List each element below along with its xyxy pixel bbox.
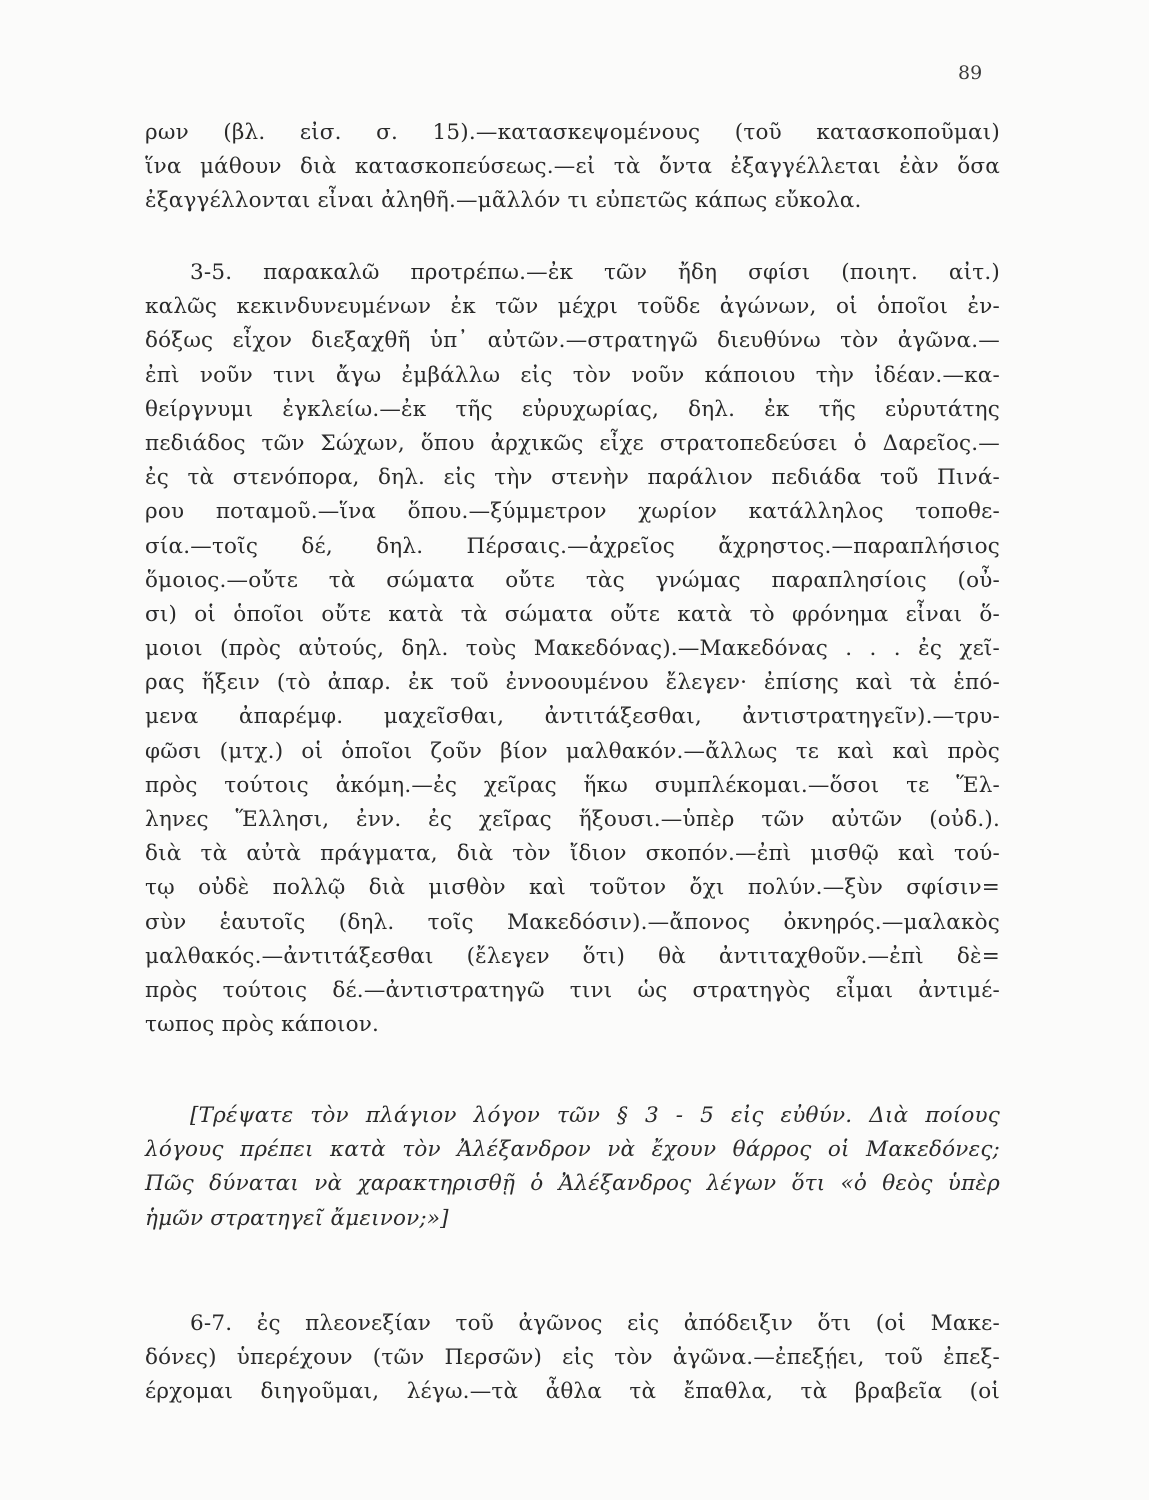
- text-line: ρας ἥξειν (τὸ ἀπαρ. ἐκ τοῦ ἐννοουμένου ἔλεγεν· ἐπίσης καὶ τὰ ἑπό-: [145, 670, 1000, 696]
- text-line: μοιοι (πρὸς αὐτούς, δηλ. τοὺς Μακεδόνας).—Μακεδόνας . . . ἐς χεῖ-: [145, 636, 1000, 662]
- text-line: πεδιάδος τῶν Σώχων, ὅπου ἀρχικῶς εἶχε στρατοπεδεύσει ὁ Δαρεῖος.—: [145, 430, 1000, 456]
- text-line: τωπος πρὸς κάποιον.: [145, 1012, 380, 1038]
- text-line: πρὸς τούτοις ἀκόμη.—ἐς χεῖρας ἥκω συμπλέκομαι.—ὅσοι τε Ἕλ-: [145, 772, 1000, 798]
- page-number: 89: [958, 62, 983, 84]
- text-line: ἵνα μάθουν διὰ κατασκοπεύσεως.—εἰ τὰ ὄντα ἐξαγγέλλεται ἐὰν ὅσα: [145, 154, 1000, 180]
- text-line: τῳ οὐδὲ πολλῷ διὰ μισθὸν καὶ τοῦτον ὄχι πολύν.—ξὺν σφίσιν=: [145, 875, 1000, 901]
- text-line: σὺν ἑαυτοῖς (δηλ. τοῖς Μακεδόσιν).—ἄπονος ὀκνηρός.—μαλακὸς: [145, 909, 1000, 935]
- text-line: σι) οἱ ὁποῖοι οὔτε κατὰ τὰ σώματα οὔτε κατὰ τὸ φρόνημα εἶναι ὅ-: [145, 601, 1000, 627]
- text-line: λόγους πρέπει κατὰ τὸν Ἀλέξανδρον νὰ ἔχουν θάρρος οἱ Μακεδόνες;: [145, 1137, 1000, 1163]
- text-line: δόξως εἶχον διεξαχθῆ ὑπ᾽ αὐτῶν.—στρατηγῶ διευθύνω τὸν ἀγῶνα.—: [145, 328, 1000, 354]
- text-line: ρων (βλ. εἰσ. σ. 15).—κατασκεψομένους (τοῦ κατασκοποῦμαι): [145, 120, 1000, 145]
- text-line: 3-5. παρακαλῶ προτρέπω.—ἐκ τῶν ἤδη σφίσι (ποιητ. αἰτ.): [190, 260, 1000, 285]
- text-line: ἡμῶν στρατηγεῖ ἄμεινον;»]: [145, 1205, 449, 1231]
- text-line: ἐξαγγέλλονται εἶναι ἀληθῆ.—μᾶλλόν τι εὐπετῶς κάπως εὔκολα.: [145, 188, 862, 214]
- text-line: ρου ποταμοῦ.—ἵνα ὅπου.—ξύμμετρον χωρίον κατάλληλος τοποθε-: [145, 499, 1000, 525]
- text-line: δόνες) ὑπερέχουν (τῶν Περσῶν) εἰς τὸν ἀγῶνα.—ἐπεξῄει, τοῦ ἐπεξ-: [145, 1345, 1000, 1371]
- text-line: μενα ἀπαρέμφ. μαχεῖσθαι, ἀντιτάξεσθαι, ἀντιστρατηγεῖν).—τρυ-: [145, 704, 1000, 730]
- commentary-paragraph-1: [145, 116, 1000, 219]
- commentary-paragraph-6-7: [145, 1307, 1000, 1410]
- text-line: [Τρέψατε τὸν πλάγιον λόγον τῶν § 3 - 5 εἰς εὐθύν. Διὰ ποίους: [190, 1103, 1000, 1128]
- text-line: έρχομαι διηγοῦμαι, λέγω.—τὰ ἆθλα τὰ ἔπαθλα, τὰ βραβεῖα (οἱ: [145, 1379, 1000, 1405]
- text-line: καλῶς κεκινδυνευμένων ἐκ τῶν μέχρι τοῦδε ἀγώνων, οἱ ὁποῖοι ἐν-: [145, 294, 1000, 320]
- text-line: ληνες Ἕλλησι, ἐνν. ἐς χεῖρας ἥξουσι.—ὑπὲρ τῶν αὐτῶν (οὐδ.).: [145, 807, 1000, 832]
- text-line: ἐπὶ νοῦν τινι ἄγω ἐμβάλλω εἰς τὸν νοῦν κάποιου τὴν ἰδέαν.—κα-: [145, 362, 1000, 388]
- text-line: ἐς τὰ στενόπορα, δηλ. εἰς τὴν στενὴν παράλιον πεδιάδα τοῦ Πινά-: [145, 465, 1000, 491]
- text-line: πρὸς τούτοις δέ.—ἀντιστρατηγῶ τινι ὡς στρατηγὸς εἶμαι ἀντιμέ-: [145, 977, 1000, 1003]
- text-line: μαλθακός.—ἀντιτάξεσθαι (ἔλεγεν ὅτι) θὰ ἀντιταχθοῦν.—ἐπὶ δὲ=: [145, 943, 1000, 969]
- text-line: Πῶς δύναται νὰ χαρακτηρισθῇ ὁ Ἀλέξανδρος λέγων ὅτι «ὁ θεὸς ὑπὲρ: [145, 1171, 1000, 1197]
- text-line: ὅμοιος.—οὔτε τὰ σώματα οὔτε τὰς γνώμας παραπλησίοις (οὖ-: [145, 567, 1000, 593]
- exercise-paragraph: [145, 1099, 1000, 1236]
- text-line: διὰ τὰ αὐτὰ πράγματα, διὰ τὸν ἴδιον σκοπόν.—ἐπὶ μισθῷ καὶ τού-: [145, 841, 1000, 867]
- text-line: θείργνυμι ἐγκλείω.—ἐκ τῆς εὐρυχωρίας, δηλ. ἐκ τῆς εὐρυτάτης: [145, 396, 1000, 422]
- text-line: φῶσι (μτχ.) οἱ ὁποῖοι ζοῦν βίον μαλθακόν.—ἄλλως τε καὶ καὶ πρὸς: [145, 738, 1000, 764]
- text-line: 6-7. ἐς πλεονεξίαν τοῦ ἀγῶνος εἰς ἀπόδειξιν ὅτι (οἱ Μακε-: [190, 1311, 1000, 1336]
- text-line: σία.—τοῖς δέ, δηλ. Πέρσαις.—ἀχρεῖος ἄχρηστος.—παραπλήσιος: [145, 533, 1000, 559]
- commentary-paragraph-3-5: [145, 256, 1000, 1042]
